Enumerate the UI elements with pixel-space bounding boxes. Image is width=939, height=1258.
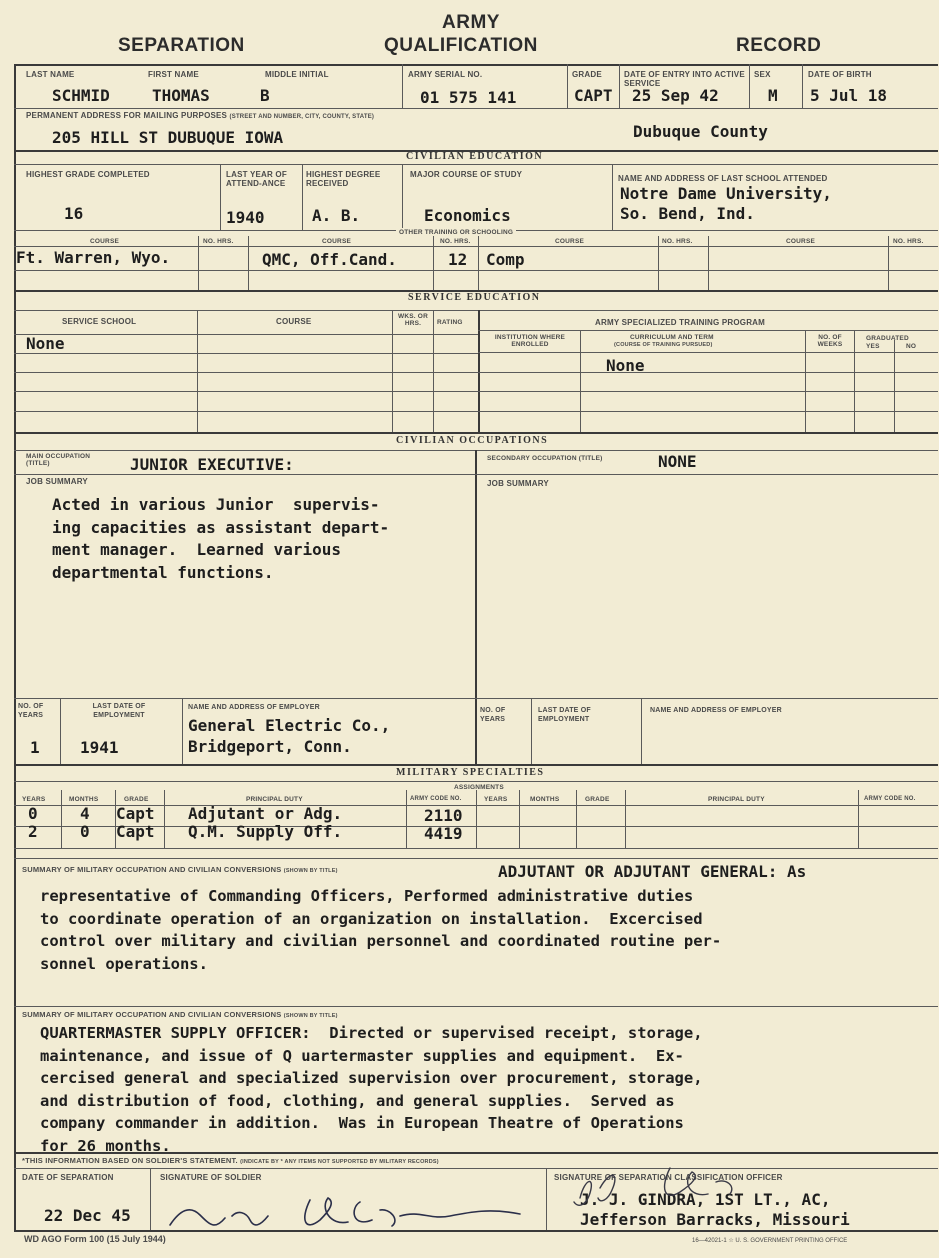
- rule: [14, 334, 478, 335]
- label-last-date-2: LAST DATE OF EMPLOYMENT: [538, 707, 591, 723]
- rule: [14, 391, 938, 392]
- label-curriculum: CURRICULUM AND TERM: [630, 334, 714, 341]
- other-course-1: Ft. Warren, Wyo.: [16, 248, 171, 267]
- rule: [476, 790, 477, 848]
- label-sex: SEX: [754, 70, 771, 79]
- rule: [531, 698, 532, 764]
- frame-top: [14, 64, 938, 66]
- label-years-2: NO. OF YEARS: [480, 707, 506, 723]
- form-title-separation: SEPARATION: [118, 35, 245, 56]
- label-astp: ARMY SPECIALIZED TRAINING PROGRAM: [595, 318, 766, 327]
- label-hrs-1: NO. HRS.: [203, 238, 234, 245]
- rule: [478, 310, 480, 432]
- label-years: NO. OF YEARS: [18, 703, 44, 719]
- officer-line-1: J. J. GINDRA, 1ST LT., AC,: [580, 1190, 831, 1209]
- rule: [406, 790, 407, 848]
- rule: [14, 781, 938, 782]
- rule: [14, 310, 938, 311]
- label-rating: RATING: [437, 319, 463, 326]
- label-ms-months: MONTHS: [69, 796, 99, 803]
- label-secondary-occupation: SECONDARY OCCUPATION (TITLE): [487, 455, 603, 462]
- rule: [164, 790, 165, 848]
- rule: [14, 764, 938, 766]
- rule: [61, 790, 62, 848]
- label-ms-years-2: YEARS: [484, 796, 508, 803]
- rule: [14, 848, 938, 849]
- label-ms-months-2: MONTHS: [530, 796, 560, 803]
- other-course-2: QMC, Off.Cand.: [262, 250, 397, 269]
- label-summary-1-text: SUMMARY OF MILITARY OCCUPATION AND CIVILIAN CONVERSIONS: [22, 865, 282, 874]
- rule: [433, 236, 434, 290]
- first-name: THOMAS: [152, 86, 210, 105]
- ms-months: 0: [80, 822, 90, 841]
- label-summary-2: [22, 1010, 338, 1021]
- label-assignments: ASSIGNMENTS: [454, 784, 504, 791]
- rule: [14, 372, 938, 373]
- county: Dubuque County: [633, 122, 768, 141]
- highest-grade: 16: [64, 204, 84, 223]
- label-service-school: SERVICE SCHOOL: [62, 317, 137, 326]
- frame-left: [14, 64, 16, 1230]
- rule: [14, 108, 938, 109]
- rule: [60, 698, 61, 764]
- label-course-1: COURSE: [90, 238, 120, 245]
- label-ms-years: YEARS: [22, 796, 46, 803]
- secondary-occupation: NONE: [658, 452, 697, 471]
- date-of-birth: 5 Jul 18: [810, 86, 888, 105]
- label-date-entry: DATE OF ENTRY INTO ACTIVE SERVICE: [624, 70, 745, 88]
- label-address-text: PERMANENT ADDRESS FOR MAILING PURPOSES: [26, 111, 228, 120]
- label-ms-duty-2: PRINCIPAL DUTY: [708, 796, 765, 803]
- rule: [478, 352, 938, 353]
- sex: M: [768, 86, 778, 105]
- major: Economics: [424, 206, 511, 225]
- printer-note: 16—42021-1 ☆ U. S. GOVERNMENT PRINTING OFFICE: [692, 1238, 848, 1244]
- label-middle-initial: MIDDLE INITIAL: [265, 70, 329, 79]
- rule: [802, 64, 803, 108]
- rule: [220, 164, 221, 230]
- rule: [14, 246, 938, 247]
- summary-1-title: ADJUTANT OR ADJUTANT GENERAL: As: [498, 862, 807, 881]
- degree: A. B.: [312, 206, 361, 225]
- label-dob: DATE OF BIRTH: [808, 70, 872, 79]
- rule: [519, 790, 520, 848]
- label-address-sub: (STREET AND NUMBER, CITY, COUNTY, STATE): [229, 114, 375, 120]
- rule: [14, 353, 478, 354]
- label-course-3: COURSE: [555, 238, 585, 245]
- date-of-separation: 22 Dec 45: [44, 1206, 131, 1225]
- label-graduated: GRADUATED: [866, 335, 909, 342]
- rule: [567, 64, 568, 108]
- rule: [197, 310, 198, 432]
- rule: [14, 474, 938, 475]
- rule: [14, 411, 938, 412]
- rule: [14, 1152, 938, 1154]
- rule: [14, 270, 938, 271]
- other-hrs-2: 12: [448, 250, 468, 269]
- rule: [198, 236, 199, 290]
- rule: [708, 236, 709, 290]
- label-major: MAJOR COURSE OF STUDY: [410, 170, 523, 179]
- rule: [14, 858, 938, 859]
- summary-1-text: representative of Commanding Officers, Performed administrative duties to coordinate operation of an organization on installation. Excercised control over military and civilian personnel and coordinated routine per- sonnel operations.: [40, 887, 722, 973]
- footer-note: [22, 1156, 439, 1167]
- heading-civilian-education: CIVILIAN EDUCATION: [406, 151, 544, 162]
- label-main-occupation: MAIN OCCUPATION (TITLE): [26, 453, 91, 467]
- ms-code: 2110: [424, 806, 463, 825]
- label-ms-duty: PRINCIPAL DUTY: [246, 796, 303, 803]
- ms-months: 4: [80, 804, 90, 823]
- main-occupation: JUNIOR EXECUTIVE:: [130, 455, 294, 474]
- serial-number: 01 575 141: [420, 88, 517, 107]
- label-summary-2-text: SUMMARY OF MILITARY OCCUPATION AND CIVILIAN CONVERSIONS: [22, 1010, 282, 1019]
- rule: [182, 698, 183, 764]
- rule: [625, 790, 626, 848]
- label-job-summary-2: JOB SUMMARY: [487, 479, 549, 488]
- rule: [402, 64, 403, 108]
- label-course-4: COURSE: [786, 238, 816, 245]
- heading-civilian-occupations: CIVILIAN OCCUPATIONS: [396, 435, 549, 446]
- label-summary-1-sub: (SHOWN BY TITLE): [283, 868, 338, 874]
- other-course-3: Comp: [486, 250, 525, 269]
- label-summary-2-sub: (SHOWN BY TITLE): [283, 1013, 338, 1019]
- officer-signature: [560, 1158, 780, 1218]
- rule: [580, 330, 581, 432]
- label-institution: INSTITUTION WHERE ENROLLED: [494, 334, 566, 348]
- label-ms-grade-2: GRADE: [585, 796, 610, 803]
- label-ms-code: ARMY CODE NO.: [410, 796, 462, 802]
- employer-line-1: General Electric Co.,: [188, 716, 391, 735]
- rule: [749, 64, 750, 108]
- ms-grade: Capt: [116, 804, 155, 823]
- rule: [576, 790, 577, 848]
- last-date-employment: 1941: [80, 738, 119, 757]
- school-line-2: So. Bend, Ind.: [620, 204, 755, 223]
- label-serial: ARMY SERIAL NO.: [408, 70, 483, 79]
- rule: [402, 164, 403, 230]
- label-last-date: LAST DATE OF EMPLOYMENT: [92, 703, 146, 719]
- summary-2-text: QUARTERMASTER SUPPLY OFFICER: Directed or supervised receipt, storage, maintenance, and issue of Q uartermaster supplies and equipment. Ex- cercised general and specialized supervision over procurement, storage, and distribution of food, clothing, and general supplies. Served as company commander in addition. Was in European Theatre of Operations for 26 months.: [40, 1024, 703, 1155]
- rule: [14, 698, 938, 699]
- rule: [14, 1006, 938, 1007]
- rule: [302, 164, 303, 230]
- form-number: WD AGO Form 100 (15 July 1944): [24, 1234, 166, 1244]
- rule: [14, 1168, 938, 1169]
- label-summary-1: [22, 865, 338, 876]
- rule: [14, 432, 938, 434]
- rule: [805, 330, 806, 432]
- middle-initial: B: [260, 86, 270, 105]
- years-employed: 1: [30, 738, 40, 757]
- footer-note-text: *THIS INFORMATION BASED ON SOLDIER'S STATEMENT.: [22, 1156, 238, 1165]
- astp-curriculum: None: [606, 356, 645, 375]
- rule: [641, 698, 642, 764]
- service-school: None: [26, 334, 65, 353]
- ms-code: 4419: [424, 824, 463, 843]
- label-last-year: LAST YEAR OF ATTEND-ANCE: [226, 170, 287, 188]
- label-course-2: COURSE: [322, 238, 352, 245]
- rule: [854, 330, 855, 432]
- ms-years: 2: [28, 822, 38, 841]
- label-other-training: OTHER TRAINING OR SCHOOLING: [396, 228, 516, 237]
- label-first-name: FIRST NAME: [148, 70, 199, 79]
- rule: [858, 790, 859, 848]
- label-ms-grade: GRADE: [124, 796, 149, 803]
- rule: [612, 164, 613, 230]
- form-title-qualification: QUALIFICATION: [384, 35, 538, 56]
- ms-years: 0: [28, 804, 38, 823]
- ms-duty: Adjutant or Adg.: [188, 804, 343, 823]
- rule: [14, 164, 938, 165]
- rule: [150, 1168, 151, 1230]
- label-wks-hrs: WKS. OR HRS.: [398, 313, 428, 327]
- rule: [433, 310, 434, 432]
- label-employer-2: NAME AND ADDRESS OF EMPLOYER: [650, 707, 782, 714]
- label-address: [26, 111, 374, 122]
- label-signature-soldier: SIGNATURE OF SOLDIER: [160, 1173, 262, 1182]
- date-of-entry: 25 Sep 42: [632, 86, 719, 105]
- footer-note-sub: (INDICATE BY * ANY ITEMS NOT SUPPORTED BY MILITARY RECORDS): [240, 1159, 439, 1165]
- label-date-of-separation: DATE OF SEPARATION: [22, 1173, 114, 1182]
- school-line-1: Notre Dame University,: [620, 184, 832, 203]
- soldier-signature: [160, 1180, 560, 1240]
- label-classification-officer: SIGNATURE OF SEPARATION CLASSIFICATION OFFICER: [554, 1173, 783, 1182]
- rule: [888, 236, 889, 290]
- label-no: NO: [906, 343, 917, 350]
- last-year: 1940: [226, 208, 265, 227]
- label-service-course: COURSE: [276, 317, 312, 326]
- mailing-address: 205 HILL ST DUBUQUE IOWA: [52, 128, 284, 147]
- label-curriculum-sub: (COURSE OF TRAINING PURSUED): [614, 342, 713, 348]
- label-highest-grade: HIGHEST GRADE COMPLETED: [26, 170, 150, 179]
- rule: [392, 310, 393, 432]
- form-title-record: RECORD: [736, 35, 822, 56]
- form-title-army: ARMY: [442, 12, 500, 33]
- label-weeks: NO. OF WEEKS: [817, 334, 843, 348]
- rule: [248, 236, 249, 290]
- employer-line-2: Bridgeport, Conn.: [188, 737, 352, 756]
- label-hrs-3: NO. HRS.: [662, 238, 693, 245]
- rule: [478, 330, 938, 331]
- rule: [894, 340, 895, 432]
- rule: [619, 64, 620, 108]
- ms-grade: Capt: [116, 822, 155, 841]
- label-hrs-4: NO. HRS.: [893, 238, 924, 245]
- rule: [658, 236, 659, 290]
- grade: CAPT: [574, 86, 613, 105]
- job-summary: Acted in various Junior supervis- ing capacities as assistant depart- ment manager. Learned various departmental functions.: [52, 495, 390, 582]
- heading-service-education: SERVICE EDUCATION: [408, 292, 541, 303]
- officer-line-2: Jefferson Barracks, Missouri: [580, 1210, 850, 1229]
- heading-military-specialties: MILITARY SPECIALTIES: [396, 767, 545, 778]
- label-school: NAME AND ADDRESS OF LAST SCHOOL ATTENDED: [618, 174, 828, 183]
- label-degree: HIGHEST DEGREE RECEIVED: [306, 170, 381, 188]
- last-name: SCHMID: [52, 86, 110, 105]
- rule: [475, 450, 477, 764]
- label-hrs-2: NO. HRS.: [440, 238, 471, 245]
- label-last-name: LAST NAME: [26, 70, 75, 79]
- ms-duty: Q.M. Supply Off.: [188, 822, 343, 841]
- label-employer: NAME AND ADDRESS OF EMPLOYER: [188, 704, 320, 711]
- rule: [478, 236, 479, 290]
- label-grade: GRADE: [572, 70, 602, 79]
- label-yes: YES: [866, 343, 880, 350]
- label-job-summary: JOB SUMMARY: [26, 477, 88, 486]
- label-ms-code-2: ARMY CODE NO.: [864, 796, 916, 802]
